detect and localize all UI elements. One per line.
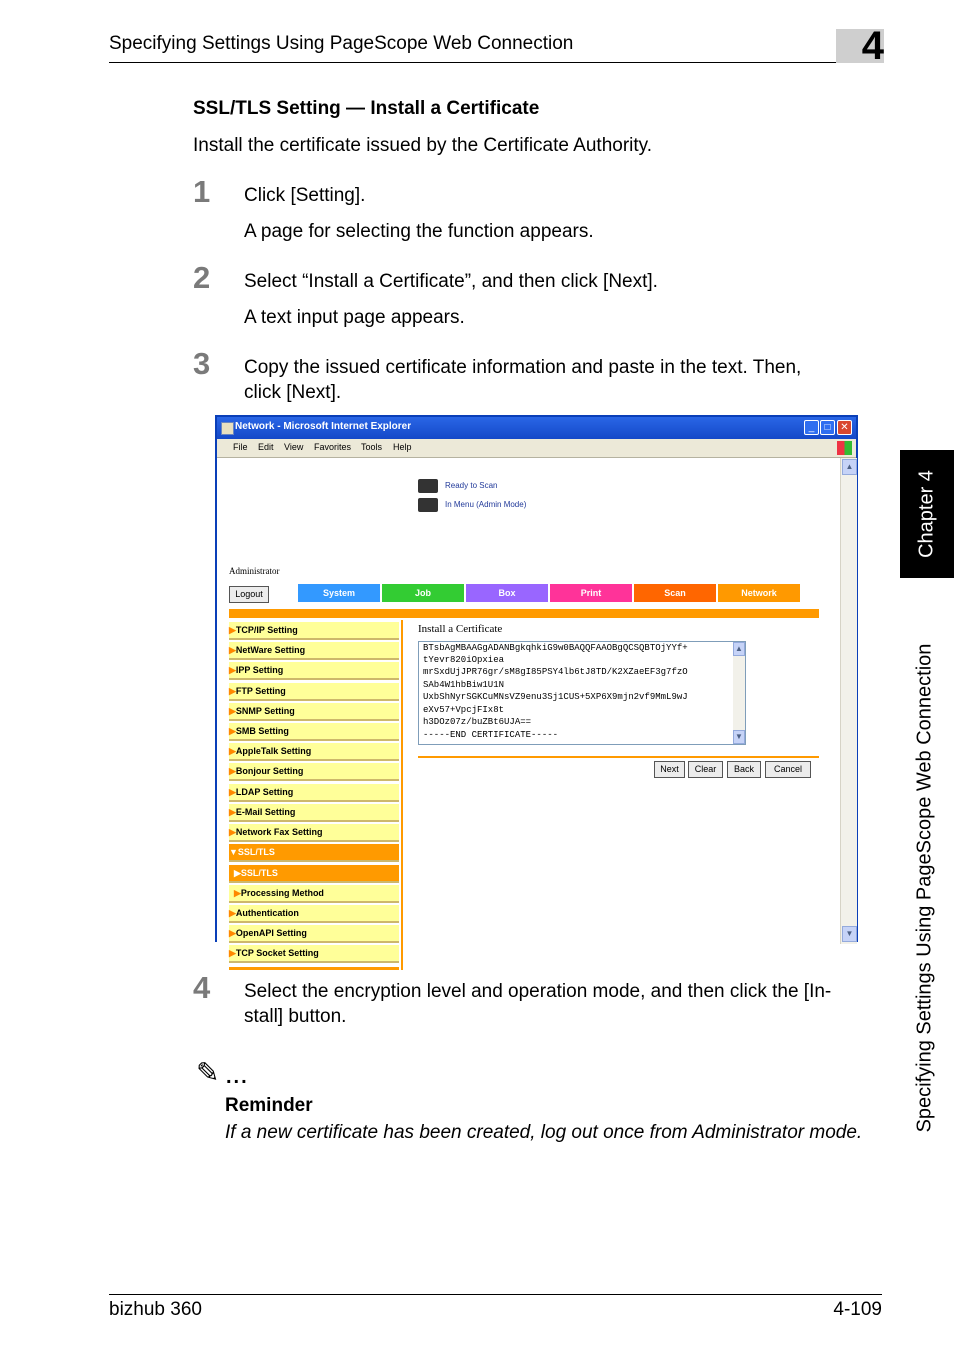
side-tab-chapter: Chapter 4 xyxy=(915,470,938,558)
cert-line: h3DOz07z/buZBt6UJA== xyxy=(423,717,532,727)
tab-system[interactable]: System xyxy=(298,584,380,602)
admin-label: Administrator xyxy=(229,566,280,576)
panel-title: Install a Certificate xyxy=(418,623,503,635)
nav-item-tcp-socket[interactable]: ▶TCP Socket Setting xyxy=(229,945,399,963)
textarea-scrollbar[interactable] xyxy=(733,642,745,744)
step-text: Select “Install a Certificate”, and then click [Next]. xyxy=(244,271,658,292)
page-scrollbar[interactable] xyxy=(840,458,857,944)
status-ready: Ready to Scan xyxy=(445,481,498,490)
next-button[interactable]: Next xyxy=(654,761,685,778)
clear-button[interactable]: Clear xyxy=(688,761,723,778)
tab-job[interactable]: Job xyxy=(382,584,464,602)
nav-item-snmp[interactable]: ▶SNMP Setting xyxy=(229,703,399,721)
scroll-up-icon[interactable]: ▲ xyxy=(733,642,745,656)
browser-screenshot xyxy=(215,415,858,958)
nav-item-bonjour[interactable]: ▶Bonjour Setting xyxy=(229,763,399,781)
step-number: 3 xyxy=(193,346,211,381)
step-text: Select the encryption level and operation mode, and then click the [In- xyxy=(244,981,832,1002)
cert-line: mrSxdUjJPR76gr/sM8gI85PSY4lb6tJ8TD/K2XZaeEF3g7fzO xyxy=(423,667,688,677)
cert-line: BTsbAgMBAAGgADANBgkqhkiG9w0BAQQFAAOBgQCSQBTOjYYf+ xyxy=(423,643,688,653)
tab-box[interactable]: Box xyxy=(466,584,548,602)
step-text-continued: stall] button. xyxy=(244,1006,347,1027)
menu-help[interactable]: Help xyxy=(393,442,412,452)
ie-page-icon xyxy=(221,422,234,435)
nav-item-email[interactable]: ▶E-Mail Setting xyxy=(229,804,399,822)
footer-rule xyxy=(109,1294,882,1295)
cancel-button[interactable]: Cancel xyxy=(765,761,811,778)
nav-item-ipp[interactable]: ▶IPP Setting xyxy=(229,662,399,680)
back-button[interactable]: Back xyxy=(727,761,761,778)
reminder-title: Reminder xyxy=(225,1095,313,1116)
nav-separator xyxy=(401,620,403,970)
cert-line: tYevr820iOpxiea xyxy=(423,655,505,665)
window-title: Network - Microsoft Internet Explorer xyxy=(235,421,412,432)
printer-icon xyxy=(418,479,438,493)
orange-divider xyxy=(229,609,819,618)
nav-item-appletalk[interactable]: ▶AppleTalk Setting xyxy=(229,743,399,761)
footer-product: bizhub 360 xyxy=(109,1299,202,1320)
section-heading: SSL/TLS Setting — Install a Certificate xyxy=(193,98,540,119)
nav-item-ftp[interactable]: ▶FTP Setting xyxy=(229,683,399,701)
page-content xyxy=(217,458,840,958)
nav-item-openapi[interactable]: ▶OpenAPI Setting xyxy=(229,925,399,943)
cert-line: -----END CERTIFICATE----- xyxy=(423,730,559,740)
nav-item-processing-method[interactable]: ▶Processing Method xyxy=(229,885,399,903)
cert-line: SAb4W1hbBiw1U1N xyxy=(423,680,505,690)
step-result: A page for selecting the function appears. xyxy=(244,221,594,242)
nav-item-network-fax[interactable]: ▶Network Fax Setting xyxy=(229,824,399,842)
panel-divider xyxy=(418,756,819,758)
step-number: 2 xyxy=(193,260,211,295)
status-mode: In Menu (Admin Mode) xyxy=(445,500,527,509)
nav-item-ssltls-group[interactable]: ▼SSL/TLS xyxy=(229,844,399,862)
intro-text: Install the certificate issued by the Certificate Authority. xyxy=(193,135,653,156)
nav-item-netware[interactable]: ▶NetWare Setting xyxy=(229,642,399,660)
nav-item-ldap[interactable]: ▶LDAP Setting xyxy=(229,784,399,802)
ellipsis-icon: ... xyxy=(226,1066,249,1088)
side-tab-section: Specifying Settings Using PageScope Web Connection xyxy=(913,643,936,1133)
pencil-icon: ✎ xyxy=(196,1057,220,1088)
scroll-down-icon[interactable]: ▼ xyxy=(733,730,745,744)
tab-network[interactable]: Network xyxy=(718,584,800,602)
nav-item-tcpip[interactable]: ▶TCP/IP Setting xyxy=(229,622,399,640)
menu-edit[interactable]: Edit xyxy=(258,442,274,452)
footer-page-number: 4-109 xyxy=(833,1299,882,1320)
maximize-icon[interactable]: □ xyxy=(820,420,835,435)
tab-scan[interactable]: Scan xyxy=(634,584,716,602)
printer-icon xyxy=(418,498,438,512)
step-text: Copy the issued certificate information and paste in the text. Then, xyxy=(244,357,802,378)
close-icon[interactable]: ✕ xyxy=(837,420,852,435)
scroll-down-icon[interactable]: ▼ xyxy=(842,926,857,942)
chapter-number: 4 xyxy=(861,24,884,68)
tab-print[interactable]: Print xyxy=(550,584,632,602)
nav-bottom-bar xyxy=(229,967,399,970)
menu-tools[interactable]: Tools xyxy=(361,442,383,452)
cert-line: eXv57+VpcjFIx8t xyxy=(423,705,505,715)
minimize-icon[interactable]: _ xyxy=(804,420,819,435)
menu-file[interactable]: File xyxy=(233,442,248,452)
menu-bar xyxy=(217,439,856,458)
step-text-continued: click [Next]. xyxy=(244,382,342,403)
menu-favorites[interactable]: Favorites xyxy=(314,442,352,452)
step-number: 4 xyxy=(193,970,211,1005)
windows-logo-icon xyxy=(837,441,852,455)
reminder-body: If a new certificate has been created, log out once from Administrator mode. xyxy=(225,1122,863,1143)
nav-item-smb[interactable]: ▶SMB Setting xyxy=(229,723,399,741)
menu-view[interactable]: View xyxy=(284,442,304,452)
step-result: A text input page appears. xyxy=(244,307,465,328)
cert-line: UxbShNyrSGKCuMNsVZ9enu3Sj1CUS+5XP6X9mjn2vf9MmL9wJ xyxy=(423,692,688,702)
logout-button[interactable]: Logout xyxy=(229,586,269,603)
step-number: 1 xyxy=(193,174,211,209)
header-rule xyxy=(109,62,882,63)
nav-item-authentication[interactable]: ▶Authentication xyxy=(229,905,399,923)
nav-item-ssltls[interactable]: ▶SSL/TLS xyxy=(229,865,399,883)
window-titlebar xyxy=(217,417,856,439)
certificate-textarea[interactable] xyxy=(418,641,746,745)
scroll-up-icon[interactable]: ▲ xyxy=(842,459,857,475)
page-header-title: Specifying Settings Using PageScope Web Connection xyxy=(109,33,574,54)
step-text: Click [Setting]. xyxy=(244,185,366,206)
